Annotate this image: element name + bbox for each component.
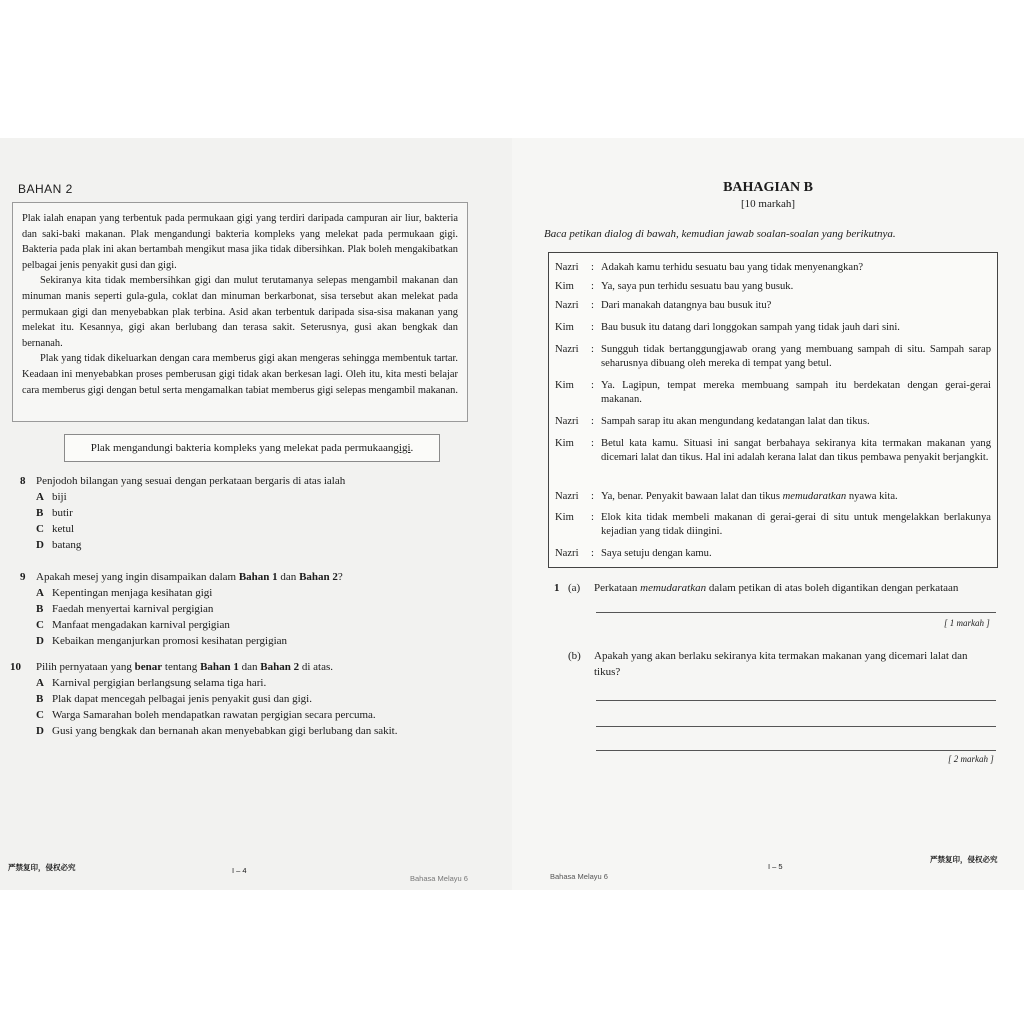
question-8 (20, 474, 490, 554)
bahan-2-passage (12, 202, 468, 422)
answer-line-1b-1[interactable] (596, 700, 996, 701)
question-9 (20, 570, 490, 650)
question-1b-text-line-1: Apakah yang akan berlaku sekiranya kita termakan makanan yang dicemari lalat dan (594, 650, 968, 662)
page-number: I – 5 (768, 862, 783, 871)
option-b[interactable]: B butir (36, 507, 73, 519)
dialog-box: Nazri : Adakah kamu terhidu sesuatu bau yang tidak menyenangkan? Kim : Ya, saya pun terhidu sesuatu bau yang busuk. Nazri : Dari manakah datangnya bau busuk itu? Kim : Bau busuk itu datang dari longgokan sampah yang tidak jauh dari sini. Nazri : Sungguh tidak bertanggungjawab orang yang membuang sampah di situ. Sampah sarap seharusnya dibuang oleh mereka di tempat yang betul. Kim : Ya. Lagipun, tempat mereka membuang sampah itu berdekatan dengan gerai-gerai makanan. Nazri : Sampah sarap itu akan mengundang kedatangan lalat dan tikus. Kim : Betul kata kamu. Situasi ini sangat berbahaya sekiranya kita termakan makanan yang dicemari lalat dan tikus. Hal ini adalah kerana lalat dan tikus pembawa penyakit berjangkit. Nazri : Ya, benar. Penyakit bawaan lalat dan tikus memudaratkan nyawa kita. Kim : Elok kita tidak membeli makanan di gerai-gerai di situ untuk mengelakkan berlakunya kejadian yang tidak diingini. Nazri : Saya setuju dengan kamu. (548, 252, 998, 568)
option-b[interactable]: B Faedah menyertai karnival pergigian (36, 603, 214, 615)
page-number: I – 4 (232, 866, 247, 875)
question-stem: Apakah mesej yang ingin disampaikan dalam Bahan 1 dan Bahan 2? (36, 571, 343, 583)
passage-paragraph-3: Plak yang tidak dikeluarkan dengan cara memberus gigi akan mengeras sehingga membentuk tartar. Keadaan ini menyebabkan proses pemberusan gigi tidak akan berkesan lagi. Oleh itu, kita mesti belajar cara memberus gigi dengan betul serta mengamalkan tabiat memberus gigi selepas mengambil makanan. (22, 353, 458, 396)
question-stem: Pilih pernyataan yang benar tentang Bahan 1 dan Bahan 2 di atas. (36, 661, 334, 673)
answer-line-1b-3[interactable] (596, 750, 996, 751)
option-d[interactable]: D Gusi yang bengkak dan bernanah akan menyebabkan gigi berlubang dan sakit. (36, 725, 398, 737)
option-d[interactable]: D batang (36, 539, 82, 551)
option-b[interactable]: B Plak dapat mencegah pelbagai jenis penyakit gusi dan gigi. (36, 693, 312, 705)
question-number: 10 (10, 661, 21, 673)
question-1a-text: Perkataan memudaratkan dalam petikan di atas boleh digantikan dengan perkataan (594, 582, 959, 594)
option-c[interactable]: C Manfaat mengadakan karnival pergigian (36, 619, 230, 631)
subject-footer: Bahasa Melayu 6 (550, 872, 608, 881)
underlined-sentence-box (64, 434, 440, 462)
section-marks: [10 markah] (740, 198, 796, 210)
question-1b-label: (b) (568, 650, 581, 662)
question-stem: Penjodoh bilangan yang sesuai dengan perkataan bergaris di atas ialah (36, 475, 346, 487)
question-number: 9 (20, 571, 26, 583)
bahan-2-label: BAHAN 2 (18, 182, 73, 196)
option-a[interactable]: A Kepentingan menjaga kesihatan gigi (36, 587, 213, 599)
answer-line-1b-2[interactable] (596, 726, 996, 727)
underlined-word: gigi (393, 442, 411, 454)
option-d[interactable]: D Kebaikan menganjurkan promosi kesihatan pergigian (36, 635, 288, 647)
question-1a-marks: [ 1 markah ] (944, 618, 990, 628)
copyright-footer: 严禁复印，侵权必究 (8, 863, 76, 872)
left-page (0, 138, 512, 890)
question-number: 8 (20, 475, 26, 487)
section-heading: BAHAGIAN B (723, 180, 813, 195)
question-1a-label: (a) (568, 582, 581, 594)
right-page (512, 138, 1024, 890)
sentence-text: Plak mengandungi bakteria kompleks yang melekat pada permukaan (90, 442, 394, 454)
question-1b-text-line-2: tikus? (594, 666, 621, 678)
subject-footer: Bahasa Melayu 6 (410, 874, 468, 883)
option-c[interactable]: C Warga Samarahan boleh mendapatkan rawatan pergigian secara percuma. (36, 709, 376, 721)
passage-paragraph-2: Sekiranya kita tidak membersihkan gigi dan mulut terutamanya selepas mengambil makanan dan minuman manis seperti gula-gula, coklat dan minuman berkarbonat, sisa tersebut akan melekat pada permukaan gigi dan menyebabkan plak terbina. Asid akan terbentuk daripada sisa-sisa makanan yang melekat itu. Kesannya, gigi akan berlubang dan terasa sakit. Seterusnya, gusi akan bengkak dan bernanah. (22, 275, 458, 349)
answer-line-1a[interactable] (596, 612, 996, 613)
question-1-number: 1 (554, 582, 560, 594)
option-c[interactable]: C ketul (36, 523, 74, 535)
question-1b-marks: [ 2 markah ] (948, 754, 994, 764)
option-a[interactable]: A Karnival pergigian berlangsung selama tiga hari. (36, 677, 267, 689)
sentence-end: . (410, 442, 414, 454)
instruction: Baca petikan dialog di bawah, kemudian jawab soalan-soalan yang berikutnya. (544, 228, 896, 240)
option-a[interactable]: A biji (36, 491, 67, 503)
passage-paragraph-1: Plak ialah enapan yang terbentuk pada permukaan gigi yang terdiri daripada campuran air liur, bakteria dan saki-baki makanan. Plak mengandungi bakteria kompleks yang melekat pada permukaan gigi. Bakteria pada plak ini akan bertambah mengikut masa jika tidak dibersihkan. Plak boleh mengakibatkan pelbagai jenis penyakit gusi dan gigi. (22, 213, 458, 271)
copyright-footer: 严禁复印，侵权必究 (930, 855, 998, 864)
question-10 (10, 660, 490, 740)
